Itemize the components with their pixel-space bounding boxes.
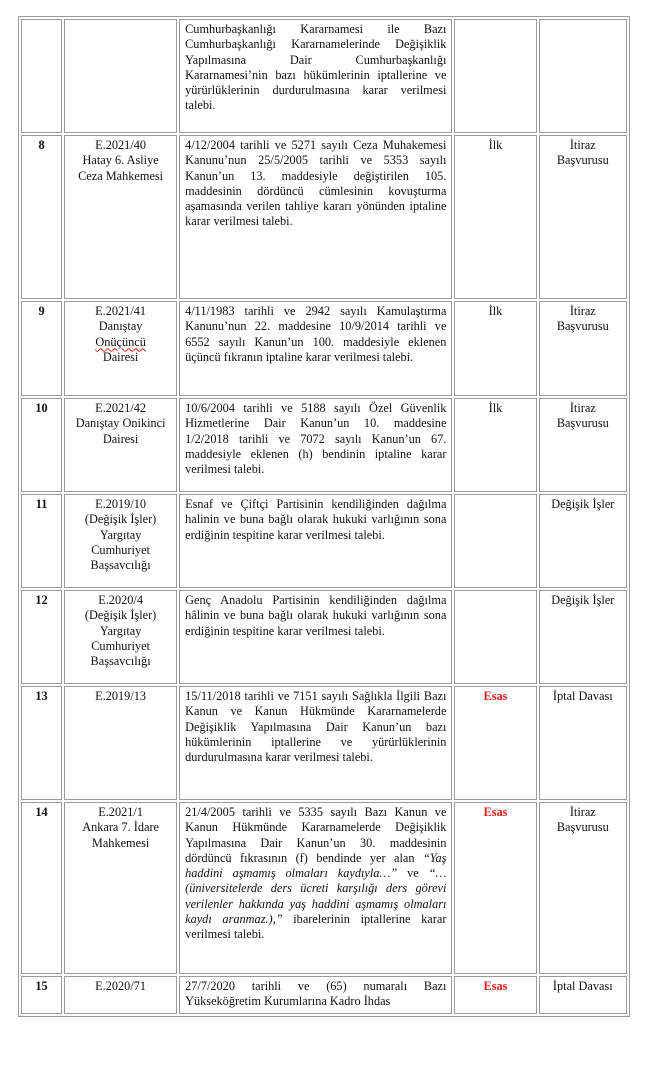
row-review-stage <box>454 686 536 800</box>
row-case-type: İtiraz Başvurusu <box>539 301 627 396</box>
table-row <box>21 590 627 684</box>
table-row <box>21 976 627 1014</box>
row-description: 4/12/2004 tarihli ve 5271 sayılı Ceza Muhakemesi Kanunu’nun 25/5/2005 tarihli ve 5353 sayılı Kanun’un 13. maddesiyle değiştirilen 105. maddesinin dördüncü cümlesinin kovuşturma aşamasında verilen tahliye kararı yönünden iptaline karar verilmesi talebi. <box>179 135 452 299</box>
table-row <box>21 301 627 396</box>
row-case-number <box>64 301 177 396</box>
row-case-type: İptal Davası <box>539 686 627 800</box>
row-case-number <box>64 802 177 974</box>
row-case-type: Değişik İşler <box>539 494 627 588</box>
row-review-stage <box>454 802 536 974</box>
row-description: Esnaf ve Çiftçi Partisinin kendiliğinden dağılma halinin ve buna bağlı olarak hukuki varlığının sona erdiğinin tespitine karar verilmesi talebi. <box>179 494 452 588</box>
spellcheck-flagged-word: Onüçüncü <box>95 334 146 349</box>
row-case-number <box>64 686 177 800</box>
table-row <box>21 135 627 299</box>
row-case-number <box>64 976 177 1014</box>
quoted-phrase: “…(üniversitelerde ders ücreti karşılığı ders görevi verilenler hakkında yaş haddini aşmamış olmaları kaydı aranmaz.),” <box>185 866 447 927</box>
table-row <box>21 686 627 800</box>
row-case-type: Değişik İşler <box>539 590 627 684</box>
row-number: 11 <box>21 494 62 588</box>
row-case-number <box>64 590 177 684</box>
table-row <box>21 398 627 492</box>
row-number <box>21 19 62 133</box>
case-number: E.2020/4 <box>98 593 143 607</box>
case-court: Hatay 6. Asliye Ceza Mahkemesi <box>78 153 164 183</box>
row-review-stage <box>454 494 536 588</box>
case-number: E.2021/42 <box>95 401 147 415</box>
row-description: 15/11/2018 tarihli ve 7151 sayılı Sağlıkla İlgili Bazı Kanun ve Kanun Hükmünde Kararnamelerde Değişiklik Yapılmasına Dair Kanun’un bazı hükümlerinin iptallerine ve yürürlüklerinin durdurulmasına karar verilmesi talebi. <box>179 686 452 800</box>
description-text: ve <box>397 866 429 881</box>
row-number: 13 <box>21 686 62 800</box>
row-description: 10/6/2004 tarihli ve 5188 sayılı Özel Güvenlik Hizmetlerine Dair Kanun’un 10. maddesine 1/2/2018 tarihli ve 7072 sayılı Kanun’un 67. maddesiyle eklenen (h) bendinin iptaline karar verilmesi talebi. <box>179 398 452 492</box>
case-court: Ankara 7. İdare Mahkemesi <box>82 820 160 850</box>
row-review-stage: İlk <box>454 135 536 299</box>
row-case-type: İptal Davası <box>539 976 627 1014</box>
review-stage-label: Esas <box>483 979 508 993</box>
table-row <box>21 19 627 133</box>
table-row <box>21 494 627 588</box>
row-description: 27/7/2020 tarihli ve (65) numaralı Bazı Yükseköğretim Kurumlarına Kadro İhdas <box>179 976 452 1014</box>
row-number: 8 <box>21 135 62 299</box>
row-case-number <box>64 398 177 492</box>
agenda-table <box>18 16 630 1017</box>
row-case-type: İtiraz Başvurusu <box>539 398 627 492</box>
case-court: (Değişik İşler) Yargıtay Cumhuriyet Başsavcılığı <box>84 608 157 669</box>
quoted-phrase: “Yaş haddini aşmamış olmaları kaydıyla…” <box>185 850 447 881</box>
row-number: 14 <box>21 802 62 974</box>
case-number: E.2020/71 <box>95 979 147 993</box>
row-review-stage <box>454 590 536 684</box>
row-case-number <box>64 494 177 588</box>
row-description: Genç Anadolu Partisinin kendiliğinden dağılma hâlinin ve buna bağlı olarak hukuki varlığının sona erdiğinin tespitine karar verilmesi talebi. <box>179 590 452 684</box>
case-number: E.2021/40 <box>95 138 147 152</box>
case-number: E.2019/10 <box>95 497 147 511</box>
row-review-stage <box>454 19 536 133</box>
row-case-number <box>64 19 177 133</box>
row-case-type: İtiraz Başvurusu <box>539 802 627 974</box>
row-case-type: İtiraz Başvurusu <box>539 135 627 299</box>
review-stage-label: Esas <box>483 689 508 703</box>
row-number: 15 <box>21 976 62 1014</box>
description-text: 21/4/2005 tarihli ve 5335 sayılı Bazı Kanun ve Kanun Hükmünde Kararnamelerde Değişiklik Yapılmasına Dair Kanun’un 30. maddesinin dördüncü fıkrasının (f) bendinde yer alan <box>185 805 447 865</box>
case-court: Danıştay <box>98 319 143 334</box>
row-case-number <box>64 135 177 299</box>
description-text: ibarelerinin iptallerine karar verilmesi talebi. <box>185 912 447 942</box>
case-court: Dairesi <box>102 349 139 364</box>
row-number: 9 <box>21 301 62 396</box>
row-number: 10 <box>21 398 62 492</box>
row-description <box>179 802 452 974</box>
row-case-type <box>539 19 627 133</box>
row-review-stage: İlk <box>454 398 536 492</box>
table-row <box>21 802 627 974</box>
case-number: E.2019/13 <box>95 689 147 703</box>
case-number: E.2021/41 <box>95 304 147 318</box>
row-description: 4/11/1983 tarihli ve 2942 sayılı Kamulaştırma Kanunu’nun 22. maddesine 10/9/2014 tarihli ve 6552 sayılı Kanun’un 100. maddesiyle eklenen üçüncü fıkranın iptaline karar verilmesi talebi. <box>179 301 452 396</box>
case-court: Danıştay Onikinci Dairesi <box>75 416 166 446</box>
row-review-stage: İlk <box>454 301 536 396</box>
row-review-stage <box>454 976 536 1014</box>
case-number: E.2021/1 <box>98 805 143 819</box>
case-court: (Değişik İşler) Yargıtay Cumhuriyet Başsavcılığı <box>84 512 157 573</box>
row-number: 12 <box>21 590 62 684</box>
review-stage-label: Esas <box>483 805 508 819</box>
row-description: Cumhurbaşkanlığı Kararnamesi ile Bazı Cumhurbaşkanlığı Kararnamelerinde Değişiklik Yapılmasına Dair Cumhurbaşkanlığı Kararnamesi’nin bazı hükümlerinin iptallerine ve yürürlüklerinin durdurulmasına karar verilmesi talebi. <box>179 19 452 133</box>
